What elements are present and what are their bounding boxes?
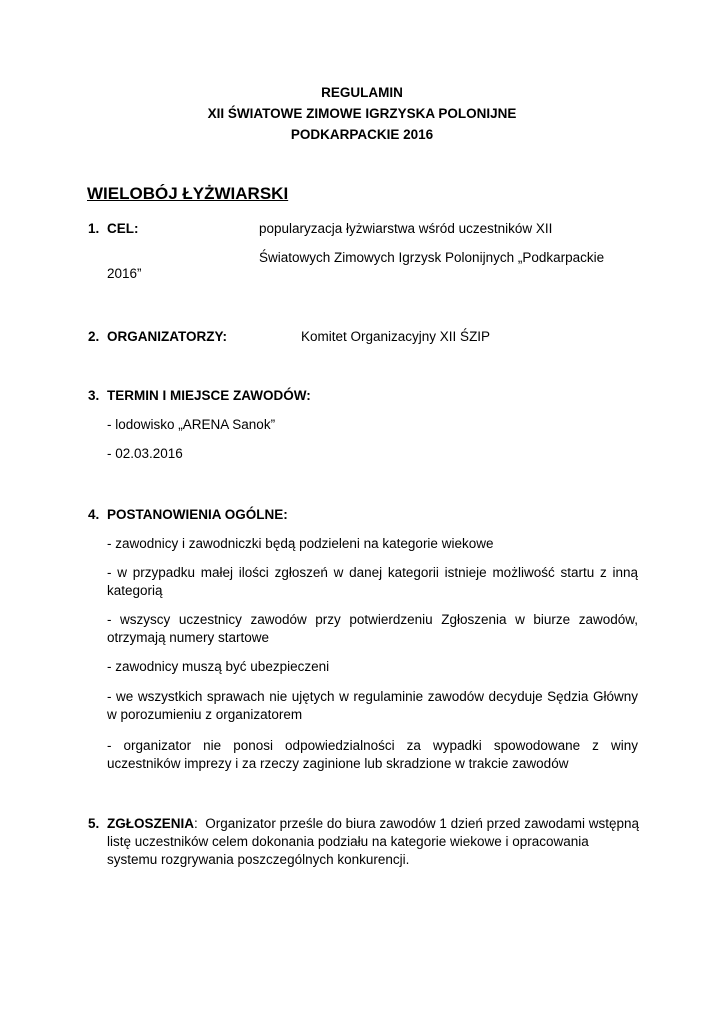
section-4-label: POSTANOWIENIA OGÓLNE: (107, 507, 288, 522)
section-5-text-line3: systemu rozgrywania poszczególnych konkurencji. (107, 852, 410, 867)
section-1-text-line3: 2016” (107, 266, 142, 281)
section-1-label: CEL: (107, 221, 139, 236)
header-title: REGULAMIN (321, 85, 403, 100)
section-5-colon: : (194, 816, 198, 831)
section-4-number: 4. (88, 507, 100, 522)
section-5-first-line (107, 815, 639, 833)
section-4-item-1: - zawodnicy i zawodniczki będą podzieleni na kategorie wiekowe (107, 536, 494, 551)
section-3-label: TERMIN I MIEJSCE ZAWODÓW: (107, 388, 311, 403)
discipline-title: WIELOBÓJ ŁYŻWIARSKI (87, 184, 289, 203)
section-2-number: 2. (88, 329, 100, 344)
section-2-value: Komitet Organizacyjny XII ŚZIP (301, 329, 491, 344)
section-2-label: ORGANIZATORZY: (107, 329, 227, 344)
section-3-item-venue: - lodowisko „ARENA Sanok” (107, 417, 276, 432)
section-1-number: 1. (88, 221, 100, 236)
section-4-item-2: - w przypadku małej ilości zgłoszeń w danej kategorii istnieje możliwość startu z inną kategorią (107, 565, 638, 598)
section-4-item-3: - wszyscy uczestnicy zawodów przy potwierdzeniu Zgłoszenia w biurze zawodów, otrzymają numery startowe (107, 612, 638, 645)
header-event-year: PODKARPACKIE 2016 (290, 127, 434, 142)
section-3-item-date: - 02.03.2016 (107, 446, 183, 461)
section-5-text-line2: listę uczestników celem dokonania podziału na kategorie wiekowe i opracowania (107, 834, 589, 849)
header-event-name: XII ŚWIATOWE ZIMOWE IGRZYSKA POLONIJNE (207, 106, 517, 121)
section-3-number: 3. (88, 388, 100, 403)
section-4-item-5: - we wszystkich sprawach nie ujętych w regulaminie zawodów decyduje Sędzia Główny w porozumieniu z organizatorem (107, 689, 638, 722)
section-5-number: 5. (88, 816, 100, 831)
section-4-item-4: - zawodnicy muszą być ubezpieczeni (107, 659, 330, 674)
section-1-text-line1: popularyzacja łyżwiarstwa wśród uczestników XII (259, 221, 553, 236)
section-5-label: ZGŁOSZENIA (107, 816, 194, 831)
section-5-text-line1: Organizator prześle do biura zawodów 1 dzień przed zawodami wstępną (205, 816, 640, 831)
section-1-text-line2: Światowych Zimowych Igrzysk Polonijnych „Podkarpackie (259, 250, 605, 265)
section-4-item-6: - organizator nie ponosi odpowiedzialności za wypadki spowodowane z winy uczestników imprezy i za rzeczy zaginione lub skradzione w trakcie zawodów (107, 738, 638, 771)
